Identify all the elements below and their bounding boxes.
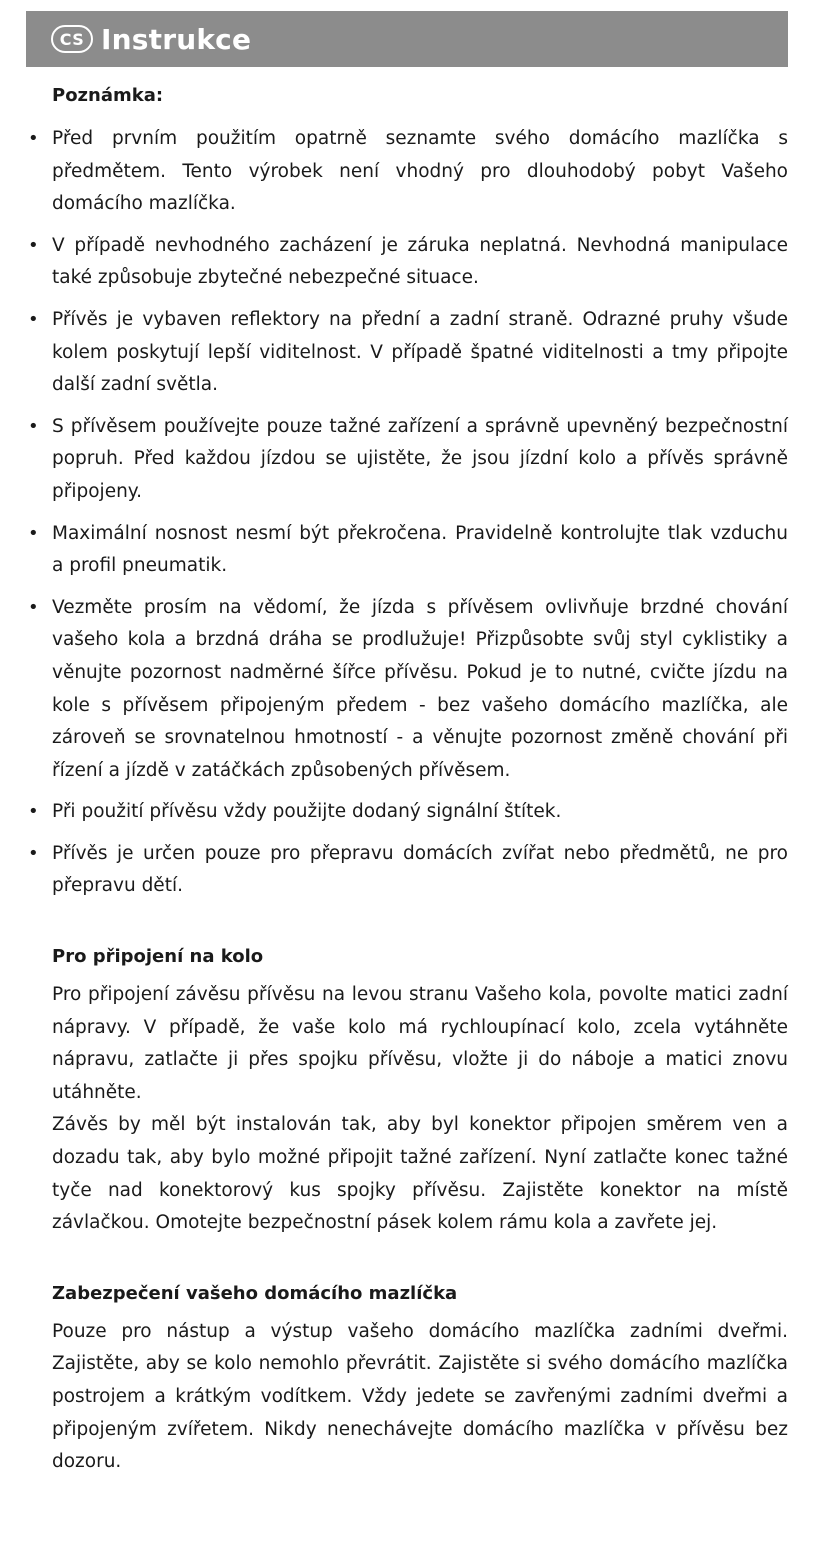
bullet-icon: • bbox=[28, 128, 39, 149]
list-item bbox=[26, 411, 788, 509]
list-item bbox=[26, 230, 788, 295]
list-item bbox=[26, 123, 788, 221]
list-item-text: Při použití přívěsu vždy použijte dodaný signální štítek. bbox=[52, 801, 562, 823]
list-item-text: Přívěs je vybaven reflektory na přední a zadní straně. Odrazné pruhy všude kolem poskytují lepší viditelnost. V případě špatné viditelnosti a tmy připojte další zadní světla. bbox=[52, 308, 788, 396]
list-item-text: Přívěs je určen pouze pro přepravu domácích zvířat nebo předmětů, ne pro přepravu dětí. bbox=[52, 842, 788, 897]
language-badge: CS bbox=[51, 25, 93, 53]
bullet-icon: • bbox=[28, 522, 39, 544]
page-title: Instrukce bbox=[101, 22, 252, 56]
list-item-text: S přívěsem používejte pouze tažné zařízení a správně upevněný bezpečnostní popruh. Před každou jízdou se ujistěte, že jsou jízdní kolo a přívěs správně připojeny. bbox=[52, 415, 788, 502]
list-item bbox=[26, 518, 788, 583]
bullet-icon: • bbox=[28, 596, 39, 618]
note-bullet-list bbox=[26, 123, 788, 903]
list-item bbox=[26, 592, 788, 788]
secure-paragraph: Pouze pro nástup a výstup vašeho domácího mazlíčka zadními dveřmi. Zajistěte, aby se kolo nemohlo převrátit. Zajistěte si svého domácího mazlíčka postrojem a krátkým vodítkem. Vždy jedete se zavřenými zadními dveřmi a připojeným zvířetem. Nikdy nenechávejte domácího mazlíčka v přívěsu bez dozoru. bbox=[52, 1320, 788, 1473]
bullet-icon: • bbox=[28, 842, 39, 864]
bullet-icon: • bbox=[28, 234, 39, 256]
bullet-icon: • bbox=[28, 801, 39, 823]
secure-heading: Zabezpečení vašeho domácího mazlíčka bbox=[52, 1282, 458, 1304]
bullet-icon: • bbox=[28, 415, 39, 437]
list-item-text: V případě nevhodného zacházení je záruka neplatná. Nevhodná manipulace také způsobuje zbytečné nebezpečné situace. bbox=[52, 234, 788, 289]
document-body bbox=[26, 80, 788, 1479]
list-item-text: Maximální nosnost nesmí být překročena. Pravidelně kontrolujte tlak vzduchu a profil pneumatik. bbox=[52, 522, 788, 577]
bullet-icon: • bbox=[28, 308, 39, 330]
list-item bbox=[26, 796, 788, 829]
list-item-text: Před prvním použitím opatrně seznamte svého domácího mazlíčka s předmětem. Tento výrobek není vhodný pro dlouhodobý pobyt Vašeho domácího mazlíčka. bbox=[52, 128, 788, 215]
attach-paragraph-2: Závěs by měl být instalován tak, aby byl konektor připojen směrem ven a dozadu tak, aby bylo možné připojit tažné zařízení. Nyní zatlačte konec tažné tyče nad konektorový kus spojky přívěsu. Zajistěte konektor na místě závlačkou. Omotejte bezpečnostní pásek kolem rámu kola a zavřete jej. bbox=[52, 1114, 788, 1234]
attach-heading: Pro připojení na kolo bbox=[52, 946, 264, 968]
list-item bbox=[26, 838, 788, 903]
list-item bbox=[26, 304, 788, 402]
section-header bbox=[26, 11, 788, 67]
note-heading: Poznámka: bbox=[52, 85, 164, 106]
list-item-text: Vezměte prosím na vědomí, že jízda s přívěsem ovlivňuje brzdné chování vašeho kola a brzdná dráha se prodlužuje! Přizpůsobte svůj styl cyklistiky a věnujte pozornost nadměrné šířce přívěsu. Pokud je to nutné, cvičte jízdu na kole s přívěsem připojeným předem - bez vašeho domácího mazlíčka, ale zároveň se srovnatelnou hmotností - a věnujte pozornost změně chování při řízení a jízdě v zatáčkách způsobených přívěsem. bbox=[52, 596, 788, 781]
attach-paragraph-1: Pro připojení závěsu přívěsu na levou stranu Vašeho kola, povolte matici zadní nápravy. V případě, že vaše kolo má rychloupínací kolo, zcela vytáhněte nápravu, zatlačte ji přes spojku přívěsu, vložte ji do náboje a matici znovu utáhněte. bbox=[52, 984, 788, 1103]
